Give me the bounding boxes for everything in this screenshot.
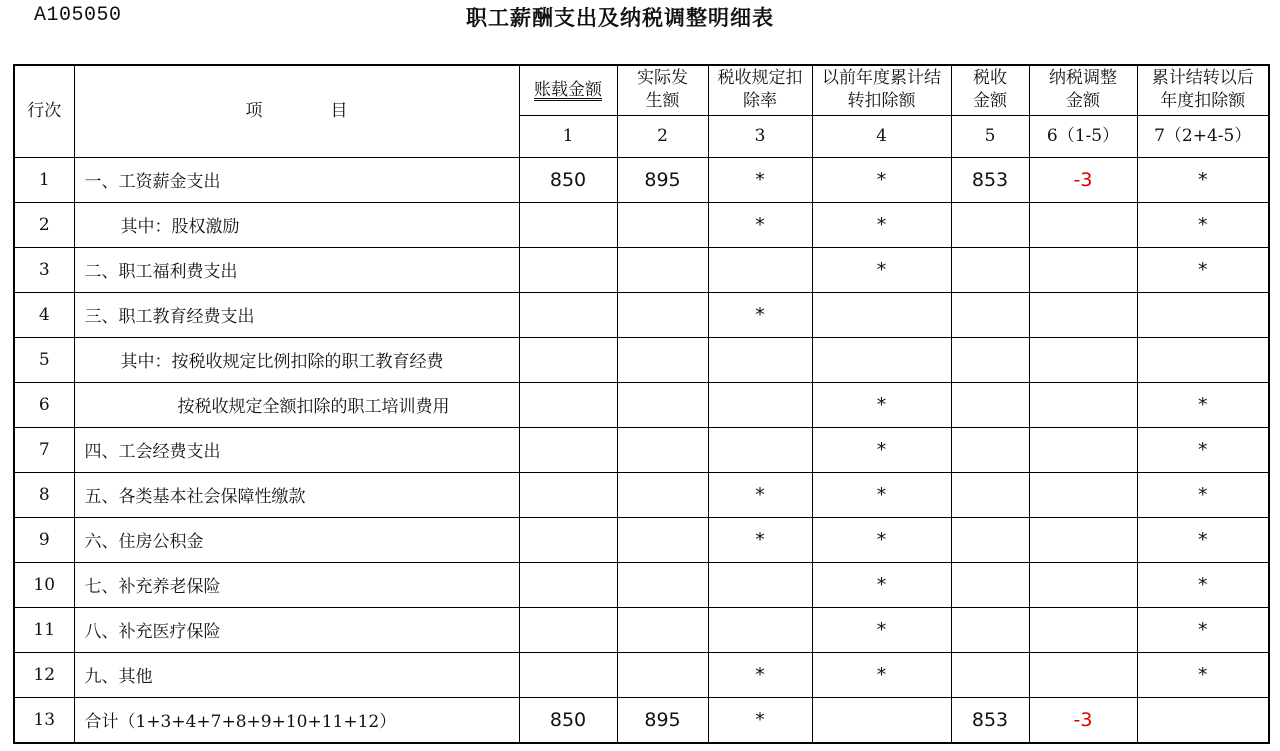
header-item: 项 目: [74, 65, 519, 157]
future-carryforward-cell: *: [1137, 472, 1269, 517]
prior-carryforward-cell: *: [812, 607, 951, 652]
future-carryforward-cell: *: [1137, 382, 1269, 427]
tax-amount-cell: [951, 202, 1029, 247]
table-row: [14, 472, 1269, 517]
prior-carryforward-cell: *: [812, 562, 951, 607]
book-amount-cell: [519, 427, 617, 472]
table-row: [14, 427, 1269, 472]
tax-adjustment-cell: -3: [1029, 157, 1137, 202]
tax-adjustment-cell: [1029, 382, 1137, 427]
actual-amount-cell: [617, 337, 708, 382]
tax-adjustment-cell: -3: [1029, 697, 1137, 743]
actual-amount-cell: [617, 292, 708, 337]
actual-amount-cell: 895: [617, 157, 708, 202]
header-tax-adjustment: 纳税调整金额: [1029, 65, 1137, 115]
item-label-cell: 七、补充养老保险: [74, 562, 519, 607]
prior-carryforward-cell: *: [812, 247, 951, 292]
tax-amount-cell: [951, 247, 1029, 292]
table-row: [14, 337, 1269, 382]
tax-adjustment-cell: [1029, 607, 1137, 652]
table-row: [14, 202, 1269, 247]
tax-amount-cell: [951, 562, 1029, 607]
prior-carryforward-cell: [812, 337, 951, 382]
item-label-cell: 五、各类基本社会保障性缴款: [74, 472, 519, 517]
prior-carryforward-cell: *: [812, 202, 951, 247]
item-label-cell: 其中：股权激励: [74, 202, 519, 247]
deduction-rate-cell: *: [708, 157, 812, 202]
deduction-rate-cell: [708, 337, 812, 382]
book-amount-cell: [519, 562, 617, 607]
header-col-number: 1: [519, 115, 617, 157]
actual-amount-cell: [617, 607, 708, 652]
future-carryforward-cell: *: [1137, 427, 1269, 472]
line-number-cell: 10: [14, 562, 74, 607]
book-amount-cell: [519, 472, 617, 517]
tax-amount-cell: [951, 337, 1029, 382]
tax-adjustment-cell: [1029, 247, 1137, 292]
deduction-rate-cell: *: [708, 652, 812, 697]
header-line-no: 行次: [14, 65, 74, 157]
prior-carryforward-cell: *: [812, 382, 951, 427]
form-code: A105050: [34, 4, 122, 27]
actual-amount-cell: [617, 427, 708, 472]
future-carryforward-cell: *: [1137, 247, 1269, 292]
book-amount-cell: [519, 517, 617, 562]
prior-carryforward-cell: *: [812, 472, 951, 517]
tax-adjustment-cell: [1029, 652, 1137, 697]
tax-adjustment-cell: [1029, 202, 1137, 247]
prior-carryforward-cell: *: [812, 517, 951, 562]
book-amount-cell: [519, 382, 617, 427]
future-carryforward-cell: [1137, 697, 1269, 743]
prior-carryforward-cell: *: [812, 652, 951, 697]
deduction-rate-cell: [708, 562, 812, 607]
header-col-number: 5: [951, 115, 1029, 157]
future-carryforward-cell: *: [1137, 517, 1269, 562]
tax-amount-cell: 853: [951, 157, 1029, 202]
book-amount-cell: [519, 652, 617, 697]
actual-amount-cell: [617, 472, 708, 517]
prior-carryforward-cell: *: [812, 157, 951, 202]
tax-amount-cell: [951, 382, 1029, 427]
item-label-cell: 八、补充医疗保险: [74, 607, 519, 652]
tax-amount-cell: [951, 607, 1029, 652]
tax-adjustment-cell: [1029, 517, 1137, 562]
deduction-rate-cell: *: [708, 202, 812, 247]
future-carryforward-cell: [1137, 337, 1269, 382]
item-label-cell: 四、工会经费支出: [74, 427, 519, 472]
line-number-cell: 3: [14, 247, 74, 292]
line-number-cell: 12: [14, 652, 74, 697]
header-actual-amount: 实际发生额: [617, 65, 708, 115]
table-row: [14, 607, 1269, 652]
header-col-number: 3: [708, 115, 812, 157]
header-col-number: 4: [812, 115, 951, 157]
future-carryforward-cell: *: [1137, 202, 1269, 247]
line-number-cell: 13: [14, 697, 74, 743]
item-label-cell: 二、职工福利费支出: [74, 247, 519, 292]
tax-adjustment-cell: [1029, 562, 1137, 607]
header-prior-carryforward: 以前年度累计结转扣除额: [812, 65, 951, 115]
actual-amount-cell: [617, 652, 708, 697]
actual-amount-cell: [617, 517, 708, 562]
actual-amount-cell: [617, 202, 708, 247]
book-amount-cell: 850: [519, 697, 617, 743]
table-row: [14, 517, 1269, 562]
actual-amount-cell: [617, 562, 708, 607]
future-carryforward-cell: *: [1137, 607, 1269, 652]
tax-amount-cell: [951, 652, 1029, 697]
line-number-cell: 7: [14, 427, 74, 472]
actual-amount-cell: 895: [617, 697, 708, 743]
deduction-rate-cell: [708, 607, 812, 652]
book-amount-cell: 850: [519, 157, 617, 202]
table-row: [14, 292, 1269, 337]
tax-amount-cell: [951, 517, 1029, 562]
item-label-cell: 九、其他: [74, 652, 519, 697]
book-amount-cell: [519, 202, 617, 247]
table-row: [14, 247, 1269, 292]
future-carryforward-cell: *: [1137, 157, 1269, 202]
table-row: [14, 157, 1269, 202]
deduction-rate-cell: *: [708, 697, 812, 743]
item-label-cell: 一、工资薪金支出: [74, 157, 519, 202]
table-row: [14, 382, 1269, 427]
header-future-carryforward: 累计结转以后年度扣除额: [1137, 65, 1269, 115]
future-carryforward-cell: *: [1137, 562, 1269, 607]
header-col-number: 2: [617, 115, 708, 157]
line-number-cell: 8: [14, 472, 74, 517]
header-col-number: 6（1-5）: [1029, 115, 1137, 157]
line-number-cell: 2: [14, 202, 74, 247]
deduction-rate-cell: *: [708, 472, 812, 517]
book-amount-cell: [519, 247, 617, 292]
salary-tax-adjustment-table: [13, 64, 1270, 744]
item-label-cell: 按税收规定全额扣除的职工培训费用: [74, 382, 519, 427]
item-label-cell: 六、住房公积金: [74, 517, 519, 562]
tax-adjustment-cell: [1029, 472, 1137, 517]
tax-amount-cell: 853: [951, 697, 1029, 743]
item-label-cell: 其中：按税收规定比例扣除的职工教育经费: [74, 337, 519, 382]
page-title: 职工薪酬支出及纳税调整明细表: [466, 5, 774, 30]
item-label-cell: 合计（1+3+4+7+8+9+10+11+12）: [74, 697, 519, 743]
deduction-rate-cell: [708, 427, 812, 472]
prior-carryforward-cell: [812, 697, 951, 743]
book-amount-cell: [519, 292, 617, 337]
table-row: [14, 652, 1269, 697]
future-carryforward-cell: [1137, 292, 1269, 337]
header-book-amount: 账载金额: [519, 65, 617, 115]
tax-adjustment-cell: [1029, 337, 1137, 382]
actual-amount-cell: [617, 382, 708, 427]
deduction-rate-cell: [708, 382, 812, 427]
header-col-number: 7（2+4-5）: [1137, 115, 1269, 157]
future-carryforward-cell: *: [1137, 652, 1269, 697]
tax-amount-cell: [951, 427, 1029, 472]
line-number-cell: 4: [14, 292, 74, 337]
header-deduction-rate: 税收规定扣除率: [708, 65, 812, 115]
table-row: [14, 562, 1269, 607]
line-number-cell: 1: [14, 157, 74, 202]
item-label-cell: 三、职工教育经费支出: [74, 292, 519, 337]
line-number-cell: 9: [14, 517, 74, 562]
tax-adjustment-cell: [1029, 292, 1137, 337]
book-amount-cell: [519, 607, 617, 652]
deduction-rate-cell: [708, 247, 812, 292]
line-number-cell: 6: [14, 382, 74, 427]
tax-amount-cell: [951, 292, 1029, 337]
line-number-cell: 11: [14, 607, 74, 652]
tax-adjustment-cell: [1029, 427, 1137, 472]
deduction-rate-cell: *: [708, 292, 812, 337]
deduction-rate-cell: *: [708, 517, 812, 562]
prior-carryforward-cell: [812, 292, 951, 337]
actual-amount-cell: [617, 247, 708, 292]
book-amount-cell: [519, 337, 617, 382]
prior-carryforward-cell: *: [812, 427, 951, 472]
table-row: [14, 697, 1269, 743]
tax-amount-cell: [951, 472, 1029, 517]
line-number-cell: 5: [14, 337, 74, 382]
header-tax-amount: 税收金额: [951, 65, 1029, 115]
